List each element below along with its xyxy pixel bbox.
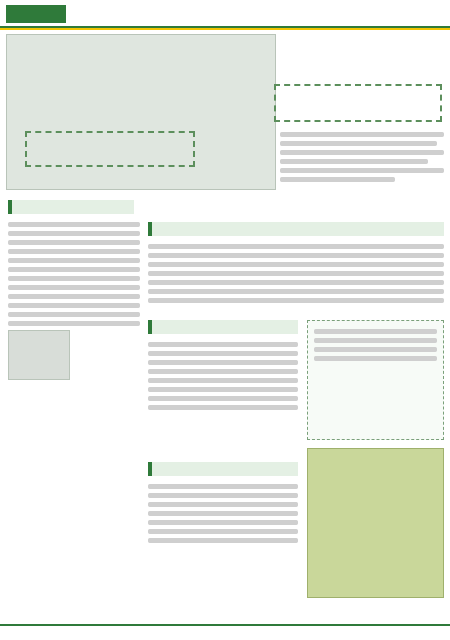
headline-subtitle — [274, 84, 442, 122]
page-masthead — [120, 6, 320, 20]
article-block-top — [148, 244, 444, 307]
inset-photo — [8, 330, 70, 380]
article-column-bottom — [148, 484, 298, 547]
page-footer — [0, 624, 450, 640]
section-bar-top — [148, 222, 444, 236]
lead-photo — [6, 34, 276, 190]
timeline-box — [307, 320, 444, 440]
date-line — [340, 8, 444, 20]
lead-text — [280, 132, 444, 186]
crop-photo — [307, 448, 444, 598]
header-rule — [0, 28, 450, 30]
headline-title — [25, 131, 195, 167]
section-bar-mid — [148, 320, 298, 334]
section-bar-bottom — [148, 462, 298, 476]
article-column-left — [8, 222, 140, 330]
page-header — [0, 0, 450, 28]
article-column-mid — [148, 342, 298, 414]
section-mark — [6, 5, 66, 23]
section-bar-left — [8, 200, 134, 214]
